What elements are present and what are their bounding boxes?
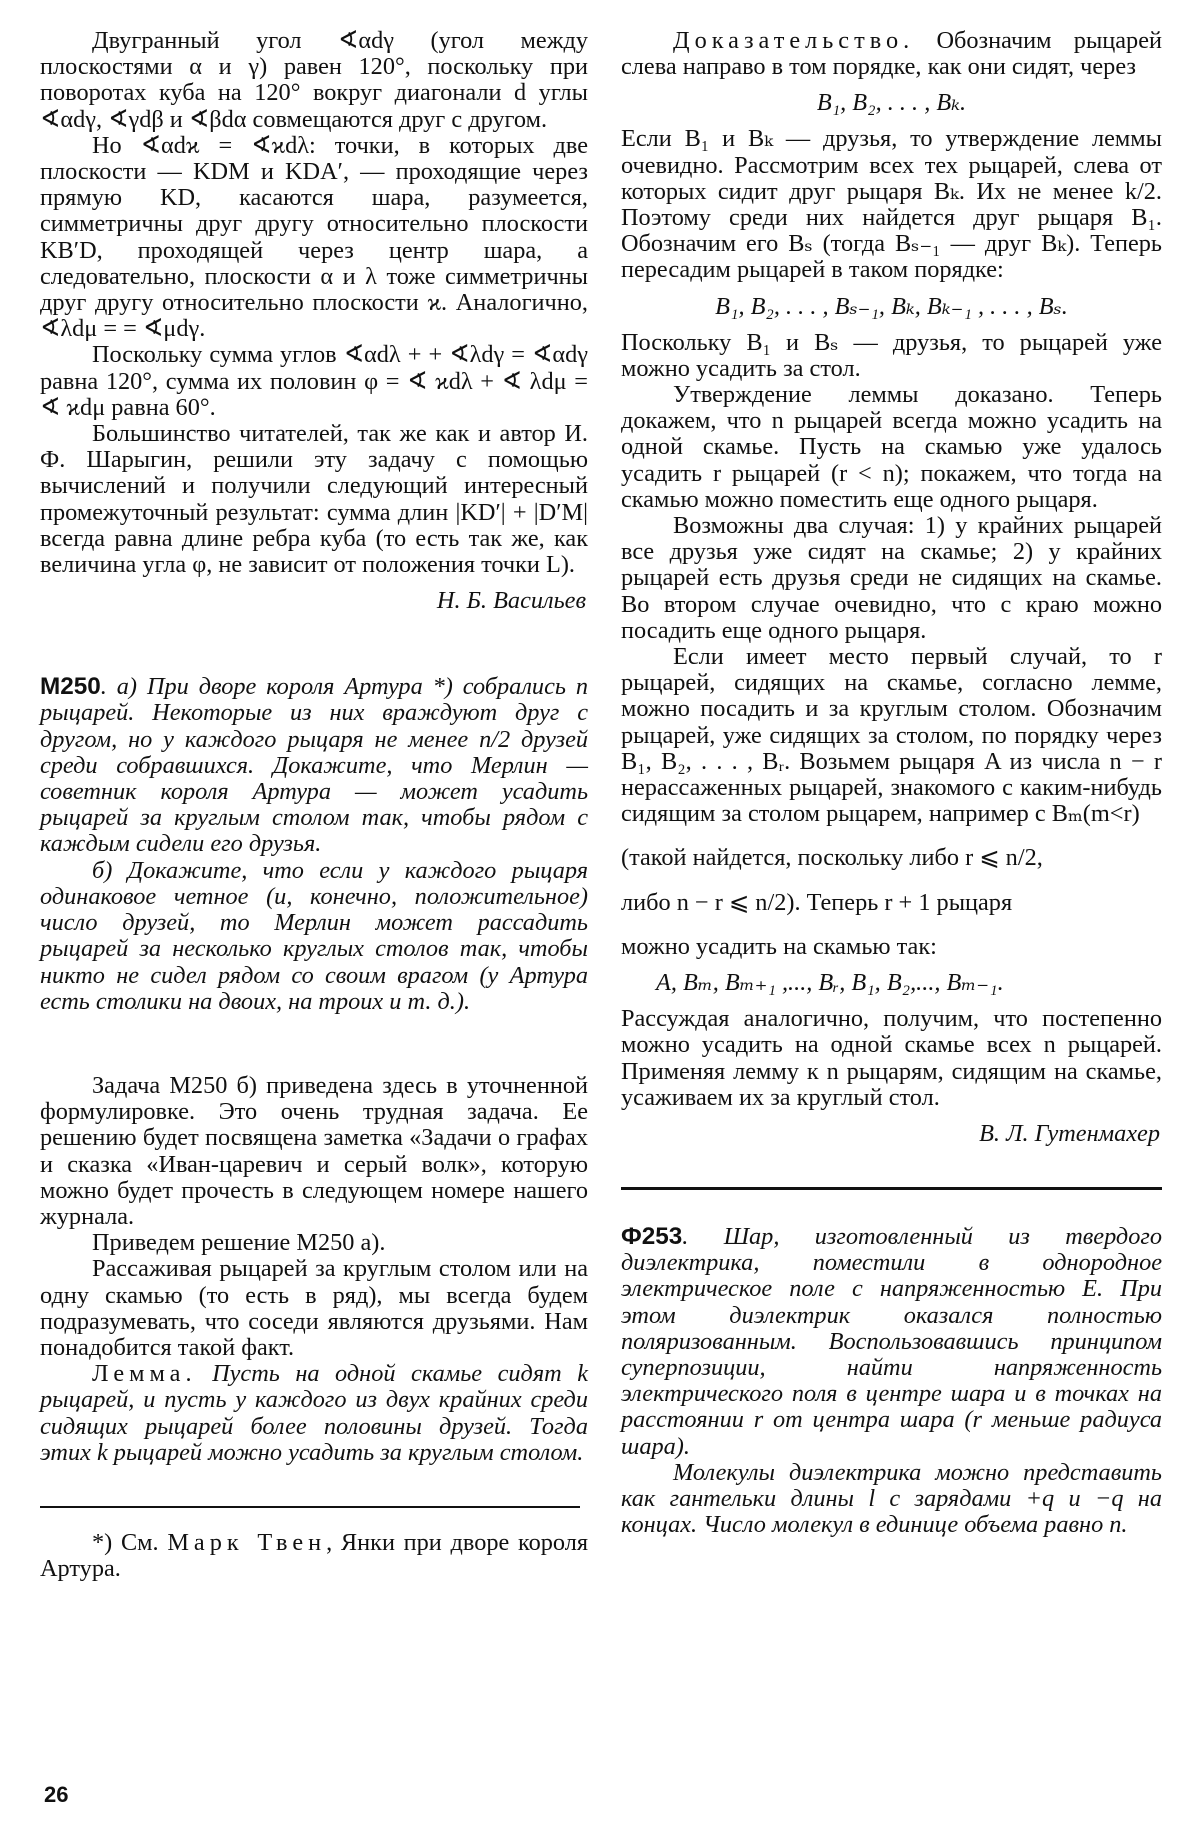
footnote (40, 1530, 588, 1582)
footnote-text: , Янки при дворе короля Артура. (40, 1528, 588, 1583)
formula: A, Bₘ, Bₘ₊₁ ,..., Bᵣ, B₁, B₂,..., Bₘ₋₁. (656, 969, 1004, 997)
footnote-divider (40, 1506, 580, 1508)
section-divider (621, 1187, 1162, 1190)
paragraph: Приведем решение М250 а). (92, 1229, 386, 1257)
lemma-text: Пусть на одной скамье сидят k рыцарей, и пусть у каждого из двух крайних среди сидящих рыцарей более половины друзей. Тогда этих k рыцарей можно усадить за круглым столом. (40, 1360, 588, 1466)
paragraph: Возможны два случая: 1) у крайних рыцарей все друзья уже сидят на скамье; 2) у крайних рыцарей есть друзья среди не сидящих на скамье. Во втором случае очевидно, что с краю можно посадить еще одного рыцаря. (621, 512, 1162, 644)
paragraph: либо n − r ⩽ n/2). Теперь r + 1 рыцаря (621, 888, 1013, 916)
paragraph: Поскольку сумма углов ∢αdλ + + ∢λdγ = ∢αdγ равна 120°, сумма их половин φ = ∢ ϰdλ + ∢ λdμ = ∢ ϰdμ равна 60°. (40, 341, 588, 421)
paragraph: можно усадить на скамью так: (621, 932, 937, 960)
problem-label: М250 (40, 673, 101, 701)
right-column (621, 28, 1162, 1538)
paragraph: (такой найдется, поскольку либо r ⩽ n/2, (621, 844, 1043, 872)
paragraph: Если имеет место первый случай, то r рыцарей, сидящих на скамье, согласно лемме, можно посадить и за круглым столом. Обозначим рыцарей, уже сидящих за столом, по порядку через B₁, B₂, . . . , Bᵣ. Возьмем рыцаря A из числа n − r нерассаженных рыцарей, знакомого с каким-нибудь сидящим за столом рыцарем, например с Bₘ(m<r) (621, 643, 1162, 828)
paragraph: Но ∢αdϰ = ∢ϰdλ: точки, в которых две плоскости — KDM и KDA′, — проходящие через прямую KD, касаются шара, разумеется, симметричны друг другу относительно плоскости KB′D, проходящей через центр шара, а следовательно, плоскости α и λ тоже симметричны друг другу относительно плоскости ϰ. Аналогично, ∢λdμ = = ∢μdγ. (40, 131, 588, 343)
proof-label: Доказательство. (673, 27, 915, 54)
paragraph: Утверждение леммы доказано. Теперь докажем, что n рыцарей всегда можно усадить на одной скамье. Пусть на скамью уже удалось усадить r рыцарей (r < n); покажем, что тогда на скамью можно поместить еще одного рыцаря. (621, 381, 1162, 513)
author-signature: В. Л. Гутенмахер (979, 1119, 1160, 1147)
footnote-mark: *) См. (92, 1528, 168, 1556)
lemma-label: Лемма. (92, 1360, 197, 1388)
author-signature: Н. Б. Васильев (436, 587, 586, 615)
paragraph: Поскольку B₁ и Bₛ — друзья, то рыцарей уже можно усадить за стол. (621, 328, 1162, 382)
left-column (40, 28, 588, 1582)
problem-m250-b: б) Докажите, что если у каждого рыцаря одинаковое четное (и, конечно, положительное) число друзей, то Мерлин может рассадить рыцарей за несколько круглых столов так, чтобы никто не сидел рядом со своим врагом (у Артура есть столики на двоих, на троих и т. д.). (40, 856, 588, 1015)
formula: B₁, B₂, . . . , Bₛ₋₁, Bₖ, Bₖ₋₁ , . . . , Bₛ. (715, 292, 1068, 320)
footnote-author: Марк Твен (167, 1528, 327, 1556)
formula: B₁, B₂, . . . , Bₖ. (816, 89, 967, 117)
problem-f253-hint: Молекулы диэлектрика можно представить как гантельки длины l с зарядами +q и −q на концах. Число молекул в единице объема равно n. (621, 1458, 1162, 1539)
page-number: 26 (44, 1782, 69, 1807)
problem-text: . Шар, изготовленный из твердого диэлектрика, поместили в однородное электрическое поле с напряженностью E. При этом диэлектрик оказался полностью поляризованным. Воспользовавшись принципом суперпозиции, найти напряженность электрического поля в центре шара и в точках на расстоянии r от центра шара (r меньше радиуса шара). (621, 1222, 1162, 1460)
proof-intro (621, 28, 1162, 80)
paragraph: Большинство читателей, так же как и автор И. Ф. Шарыгин, решили эту задачу с помощью вычислений и получили следующий интересный промежуточный результат: сумма длин |KD′| + |D′M| всегда равна длине ребра куба (то есть так же, как величина угла φ, не зависит от положения точки L). (40, 420, 588, 579)
paragraph: Задача М250 б) приведена здесь в уточненной формулировке. Это очень трудная задача. Ее решению будет посвящена заметка «Задачи о графах и сказка «Иван-царевич и серый волк», которую можно будет прочесть в следующем номере нашего журнала. (40, 1071, 588, 1230)
paragraph: Рассаживая рыцарей за круглым столом или на одну скамью (то есть в ряд), мы всегда будем подразумевать, что соседи являются друзьями. Нам понадобится такой факт. (40, 1255, 588, 1361)
problem-text: . а) При дворе короля Артура *) собрались n рыцарей. Некоторые из них враждуют друг с другом, но у каждого рыцаря не менее n/2 друзей среди собравшихся. Докажите, что Мерлин — советник короля Артура — может усадить рыцарей за круглым столом так, чтобы рядом с каждым сидели его друзья. (40, 673, 588, 858)
paragraph: Если B₁ и Bₖ — друзья, то утверждение леммы очевидно. Рассмотрим всех тех рыцарей, слева от которых сидит друг рыцаря Bₖ. Их не менее k/2. Поэтому среди них найдется друг рыцаря B₁. Обозначим его Bₛ (тогда Bₛ₋₁ — друг Bₖ). Теперь пересадим рыцарей в таком порядке: (621, 125, 1162, 284)
problem-f253 (621, 1224, 1162, 1460)
problem-label: Ф253 (621, 1222, 683, 1250)
paragraph: Рассуждая аналогично, получим, что постепенно можно усадить на одной скамье всех n рыцарей. Применяя лемму к n рыцарям, сидящим на скамье, усаживаем их за круглый стол. (621, 1005, 1162, 1111)
problem-m250-a (40, 674, 588, 857)
lemma (40, 1361, 588, 1466)
paragraph: Двугранный угол ∢αdγ (угол между плоскостями α и γ) равен 120°, поскольку при поворотах куба на 120° вокруг диагонали d углы ∢αdγ, ∢γdβ и ∢βdα совмещаются друг с другом. (40, 27, 588, 133)
proof-text: Обозначим рыцарей слева направо в том порядке, как они сидят, через (621, 27, 1162, 81)
